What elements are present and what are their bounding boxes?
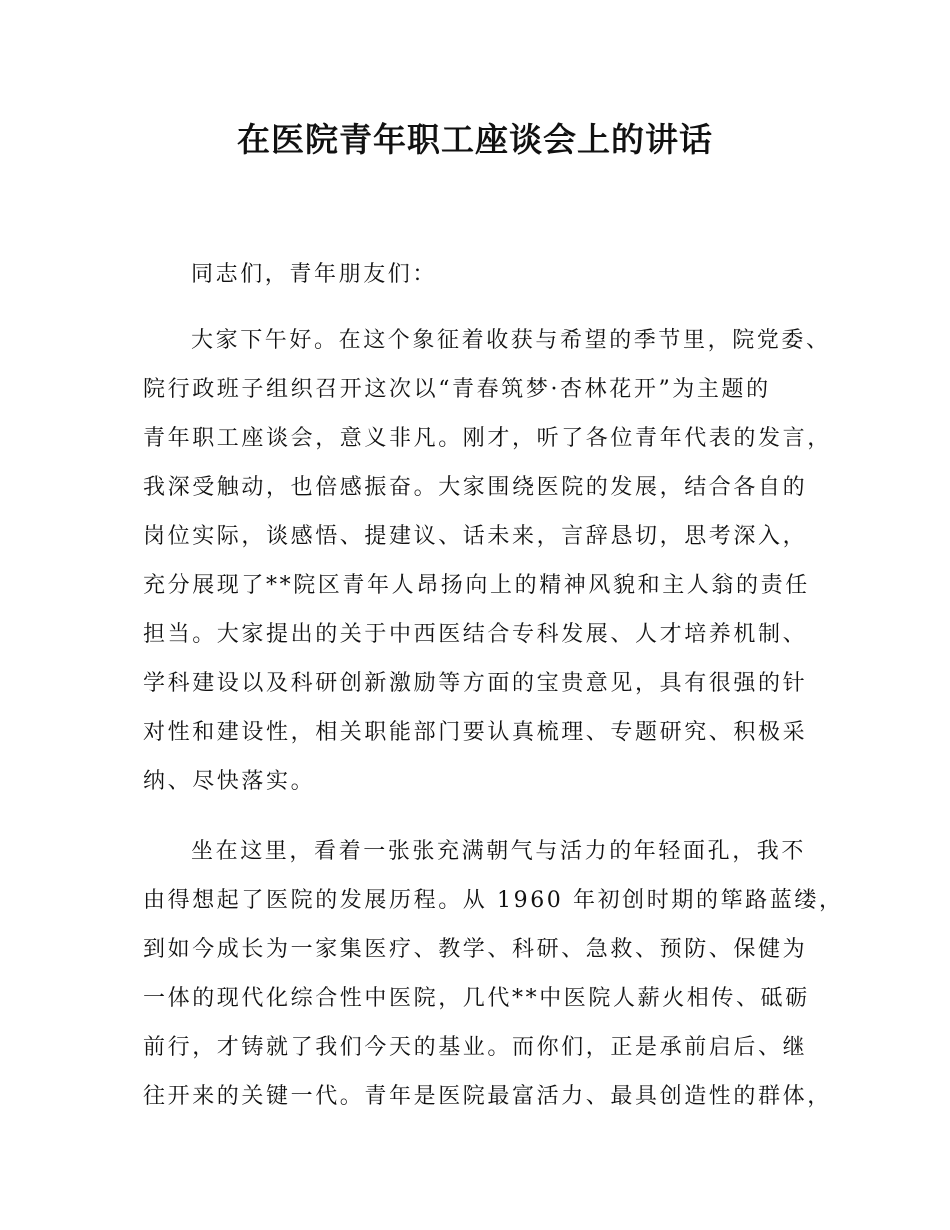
paragraph-line: 大家下午好。在这个象征着收获与希望的季节里，院党委、	[191, 328, 831, 353]
paragraph-line: 一体的现代化综合性中医院，几代**中医院人薪火相传、砥砺	[143, 986, 810, 1011]
document-title: 在医院青年职工座谈会上的讲话	[237, 120, 713, 159]
paragraph-line: 对性和建设性，相关职能部门要认真梳理、专题研究、积极采	[143, 720, 808, 745]
paragraph-line: 前行，才铸就了我们今天的基业。而你们，正是承前启后、继	[143, 1035, 808, 1060]
paragraph-line: 我深受触动，也倍感振奋。大家围绕医院的发展，结合各自的	[143, 475, 808, 500]
paragraph-line: 往开来的关键一代。青年是医院最富活力、最具创造性的群体，	[143, 1084, 832, 1109]
paragraph-line: 充分展现了**院区青年人昂扬向上的精神风貌和主人翁的责任	[143, 573, 810, 598]
greeting-block	[143, 250, 843, 299]
paragraph-line: 岗位实际，谈感悟、提建议、话未来，言辞恳切，思考深入，	[143, 524, 808, 549]
paragraph-line: 担当。大家提出的关于中西医结合专科发展、人才培养机制、	[143, 622, 808, 647]
paragraph-line: 院行政班子组织召开这次以“青春筑梦·杏林花开”为主题的	[143, 377, 771, 402]
paragraph-line: 青年职工座谈会，意义非凡。刚才，听了各位青年代表的发言，	[143, 426, 832, 451]
paragraph-line: 由得想起了医院的发展历程。从 1960 年初创时期的筚路蓝缕，	[143, 888, 844, 913]
paragraph-2	[143, 827, 843, 1121]
paragraph-line: 到如今成长为一家集医疗、教学、科研、急救、预防、保健为	[143, 937, 808, 962]
paragraph-line: 学科建设以及科研创新激励等方面的宝贵意见，具有很强的针	[143, 671, 808, 696]
paragraph-line: 坐在这里，看着一张张充满朝气与活力的年轻面孔，我不	[191, 839, 807, 864]
paragraph-1	[143, 316, 843, 806]
greeting-line: 同志们，青年朋友们：	[191, 262, 438, 287]
paragraph-line: 纳、尽快落实。	[143, 769, 316, 794]
